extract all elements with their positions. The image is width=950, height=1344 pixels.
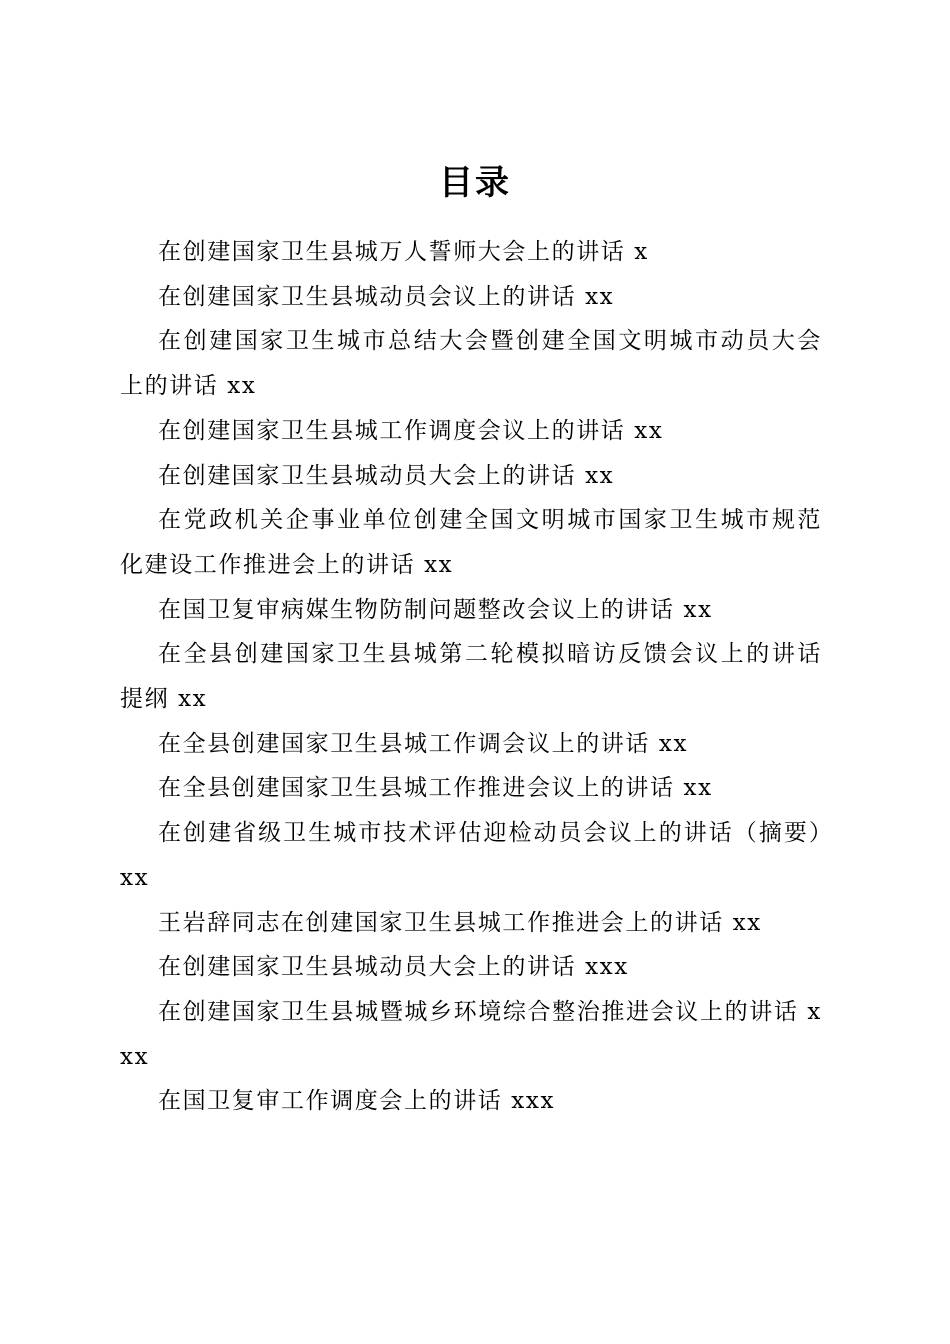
- toc-entry: 在全县创建国家卫生县城工作调会议上的讲话 xx: [158, 730, 689, 757]
- toc-entry: 在创建国家卫生县城工作调度会议上的讲话 xx: [158, 417, 664, 444]
- page-title: 目录: [439, 162, 511, 203]
- toc-entry: 在国卫复审病媒生物防制问题整改会议上的讲话 xx: [158, 596, 713, 623]
- toc-entry: 王岩辞同志在创建国家卫生县城工作推进会上的讲话 xx: [158, 909, 762, 936]
- toc-entry: 在全县创建国家卫生县城第二轮模拟暗访反馈会议上的讲话提纲 xx: [120, 641, 822, 713]
- toc-entry: 在创建国家卫生县城暨城乡环境综合整治推进会议上的讲话 xxx: [120, 998, 822, 1070]
- table-of-contents: [120, 230, 822, 1124]
- toc-entry: 在国卫复审工作调度会上的讲话 xxx: [158, 1088, 556, 1115]
- toc-entry: 在创建国家卫生县城动员大会上的讲话 xxx: [158, 954, 629, 981]
- toc-entry: 在党政机关企事业单位创建全国文明城市国家卫生城市规范化建设工作推进会上的讲话 xx: [120, 507, 822, 578]
- toc-entry: 在创建国家卫生县城动员大会上的讲话 xx: [158, 462, 615, 489]
- toc-entry: 在创建国家卫生城市总结大会暨创建全国文明城市动员大会上的讲话 xx: [120, 328, 822, 400]
- toc-entry: 在创建国家卫生县城动员会议上的讲话 xx: [158, 283, 615, 310]
- toc-entry: 在创建国家卫生县城万人誓师大会上的讲话 x: [158, 239, 649, 265]
- toc-entry: 在创建省级卫生城市技术评估迎检动员会议上的讲话（摘要）xx: [120, 820, 822, 891]
- toc-entry: 在全县创建国家卫生县城工作推进会议上的讲话 xx: [158, 775, 713, 802]
